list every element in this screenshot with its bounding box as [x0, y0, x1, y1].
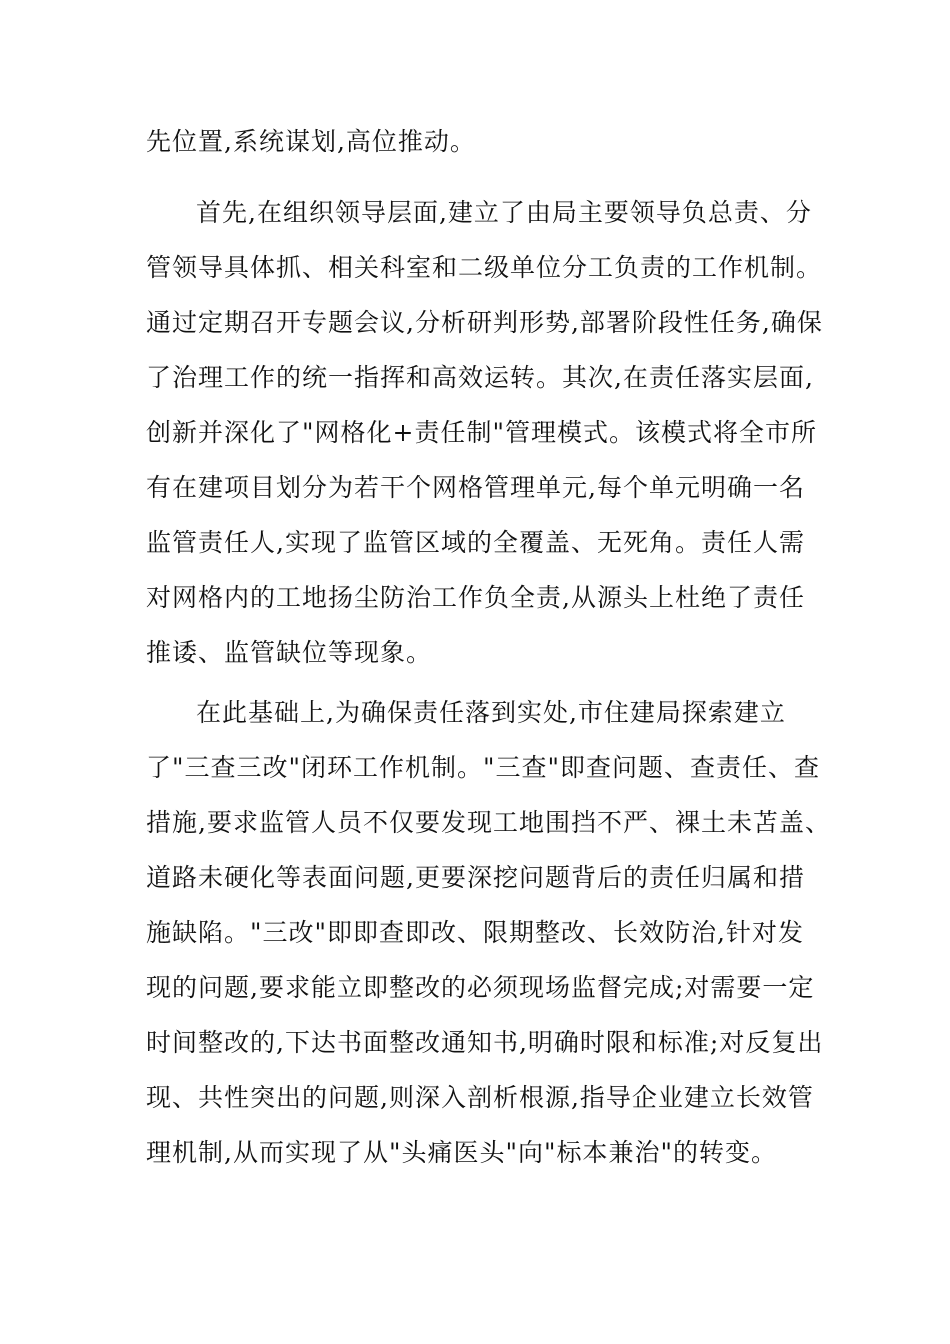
text-line: 现的问题,要求能立即整改的必须现场监督完成;对需要一定	[146, 973, 815, 1002]
text-line: 了治理工作的统一指挥和高效运转。其次,在责任落实层面,	[146, 363, 814, 392]
text-line: 推诿、监管缺位等现象。	[146, 638, 433, 667]
text-line: 道路未硬化等表面问题,更要深挖问题背后的责任归属和措	[146, 863, 805, 892]
text-line: 创新并深化了"网格化+责任制"管理模式。该模式将全市所	[146, 418, 817, 447]
text-line: 管领导具体抓、相关科室和二级单位分工负责的工作机制。	[146, 253, 823, 282]
text-line: 先位置,系统谋划,高位推动。	[146, 127, 476, 156]
text-line: 措施,要求监管人员不仅要发现工地围挡不严、裸土未苫盖、	[146, 808, 831, 837]
paragraph-first-line: 首先,在组织领导层面,建立了由局主要领导负总责、分	[196, 198, 812, 227]
text-line: 对网格内的工地扬尘防治工作负全责,从源头上杜绝了责任	[146, 583, 805, 612]
paragraph-first-line: 在此基础上,为确保责任落到实处,市住建局探索建立	[196, 698, 786, 727]
text-line: 理机制,从而实现了从"头痛医头"向"标本兼治"的转变。	[146, 1138, 777, 1167]
text-line: 施缺陷。"三改"即即查即改、限期整改、长效防治,针对发	[146, 918, 804, 947]
text-line: 时间整改的,下达书面整改通知书,明确时限和标准;对反复出	[146, 1028, 824, 1057]
text-line: 了"三查三改"闭环工作机制。"三查"即查问题、查责任、查	[146, 753, 820, 782]
text-line: 现、共性突出的问题,则深入剖析根源,指导企业建立长效管	[146, 1083, 814, 1112]
text-line: 有在建项目划分为若干个网格管理单元,每个单元明确一名	[146, 473, 805, 502]
text-line: 通过定期召开专题会议,分析研判形势,部署阶段性任务,确保	[146, 308, 823, 337]
text-line: 监管责任人,实现了监管区域的全覆盖、无死角。责任人需	[146, 528, 805, 557]
